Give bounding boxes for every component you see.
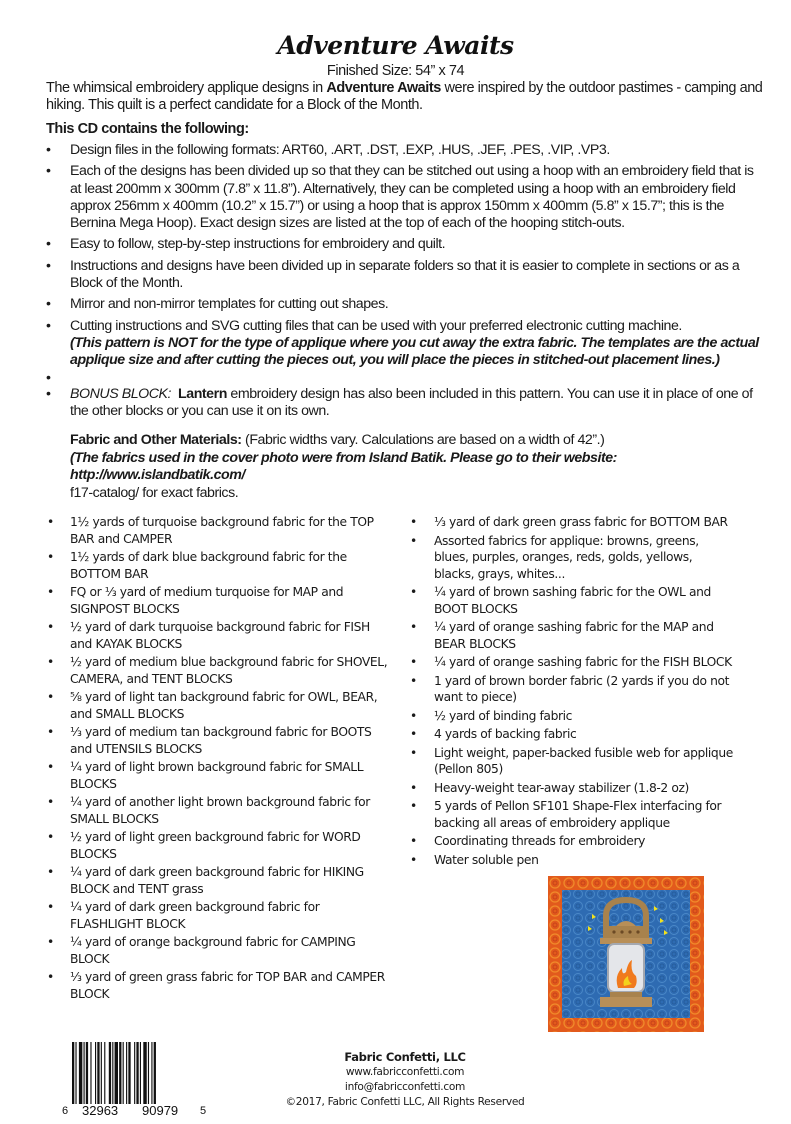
list-item [0, 318, 760, 370]
material-text: ¼ yard of light brown background fabric for SMALL BLOCKS [70, 760, 364, 791]
bullet-icon: • [47, 725, 54, 740]
material-item [395, 780, 734, 797]
bullet-icon: • [410, 727, 417, 742]
bonus-label: BONUS BLOCK: [70, 385, 172, 402]
material-item [0, 794, 388, 827]
material-text: Water soluble pen [434, 852, 539, 867]
barcode [62, 1042, 222, 1120]
bullet-icon: • [47, 830, 54, 845]
material-text: ¼ yard of dark green background fabric for FLASHLIGHT BLOCK [70, 900, 320, 931]
material-item [0, 549, 388, 582]
bullet-icon: • [46, 385, 51, 402]
material-text: ⅓ yard of dark green grass fabric for BOTTOM BAR [434, 515, 728, 530]
material-item [0, 654, 388, 687]
bullet-icon: • [47, 865, 54, 880]
material-text: ⅓ yard of medium tan background fabric for BOOTS and UTENSILS BLOCKS [70, 725, 372, 756]
list-item-empty [0, 370, 760, 384]
copyright: ©2017, Fabric Confetti LLC, All Rights Reserved [285, 1096, 525, 1109]
materials-italic-note: (The fabrics used in the cover photo were from Island Batik. Please go to their website: http://www.islandbatik.com/ [70, 449, 617, 484]
material-text: Heavy-weight tear-away stabilizer (1.8-2 oz) [434, 780, 689, 795]
bullet-icon: • [410, 745, 417, 760]
material-item [395, 584, 734, 617]
bullet-icon: • [47, 550, 54, 565]
barcode-bar [115, 1042, 118, 1104]
bullet-icon: • [410, 655, 417, 670]
barcode-bar [90, 1042, 91, 1104]
barcode-right-digits: 90979 [142, 1103, 179, 1119]
bullet-icon: • [47, 935, 54, 950]
cd-heading: This CD contains the following: [46, 121, 249, 137]
barcode-bar [148, 1042, 149, 1104]
barcode-bar [84, 1042, 85, 1104]
material-text: 1 yard of brown border fabric (2 yards if you do not want to piece) [434, 673, 730, 705]
bullet-icon: • [46, 142, 51, 158]
material-item [395, 798, 734, 831]
page-title: Adventure Awaits [277, 31, 514, 60]
material-item [0, 514, 388, 547]
material-item [0, 584, 388, 617]
bullet-icon: • [46, 163, 51, 180]
intro-paragraph [46, 80, 766, 114]
cd-contents-list [0, 142, 791, 420]
list-item-bonus [0, 386, 760, 421]
material-text: ½ yard of binding fabric [434, 708, 573, 723]
barcode-lead-digit: 6 [62, 1105, 69, 1118]
barcode-bar [123, 1042, 124, 1104]
company-website[interactable]: www.fabricconfetti.com [345, 1066, 465, 1079]
company-info [230, 1050, 580, 1110]
material-item [395, 708, 734, 725]
bullet-icon: • [47, 620, 54, 635]
barcode-bar [151, 1042, 152, 1104]
material-item [0, 864, 388, 897]
material-text: 1½ yards of dark blue background fabric for the BOTTOM BAR [70, 550, 347, 581]
bullet-icon: • [47, 760, 54, 775]
bonus-block-name: Lantern [178, 385, 227, 402]
material-item [395, 619, 734, 652]
material-item [395, 852, 734, 869]
bullet-icon: • [47, 795, 54, 810]
material-text: ¼ yard of another light brown background fabric for SMALL BLOCKS [70, 795, 370, 826]
materials-right-column [395, 514, 791, 1032]
list-item [0, 296, 760, 313]
lantern-quilt-image [548, 876, 704, 1032]
barcode-bar [128, 1042, 130, 1104]
finished-size: Finished Size: 54” x 74 [326, 63, 465, 79]
barcode-bar [140, 1042, 141, 1104]
list-item [0, 236, 760, 253]
material-item [0, 724, 388, 757]
bullet-icon: • [46, 317, 51, 334]
item-note: (This pattern is NOT for the type of applique where you cut away the extra fabric. The templates are the actual applique size and after cutting the pieces out, you will place the pieces in stitched-out placement lines.) [70, 334, 759, 369]
list-item [0, 258, 760, 293]
bullet-icon: • [46, 236, 51, 253]
intro-text: The whimsical embroidery applique designs in [46, 80, 327, 96]
barcode-bar [79, 1042, 82, 1104]
material-item [0, 619, 388, 652]
material-item [395, 514, 734, 531]
barcode-bar [119, 1042, 121, 1104]
materials-note: (Fabric widths vary. Calculations are based on a width of 42”.) [241, 432, 605, 449]
barcode-bar [154, 1042, 156, 1104]
material-item [0, 689, 388, 722]
materials-link-tail: f17-catalog/ for exact fabrics. [70, 484, 239, 501]
materials-intro [70, 432, 770, 502]
barcode-bar [143, 1042, 146, 1104]
material-text: ¼ yard of dark green background fabric for HIKING BLOCK and TENT grass [70, 865, 364, 896]
intro-bold-title: Adventure Awaits [326, 80, 441, 96]
bullet-icon: • [410, 852, 417, 867]
material-text: 1½ yards of turquoise background fabric for the TOP BAR and CAMPER [70, 515, 374, 546]
material-item [395, 833, 734, 850]
material-text: ¼ yard of orange background fabric for CAMPING BLOCK [70, 935, 356, 966]
material-text: ¼ yard of orange sashing fabric for the FISH BLOCK [434, 655, 732, 670]
barcode-bar [86, 1042, 88, 1104]
material-item [0, 934, 388, 967]
material-text: 5 yards of Pellon SF101 Shape-Flex interfacing for backing all areas of embroidery applique [434, 799, 722, 830]
bullet-icon: • [410, 799, 417, 814]
bullet-icon: • [410, 834, 417, 849]
list-item [0, 142, 760, 159]
materials-list-right [395, 514, 791, 868]
item-text: Mirror and non-mirror templates for cutting out shapes. [70, 296, 389, 313]
bullet-icon: • [47, 655, 54, 670]
barcode-bar [104, 1042, 105, 1104]
barcode-bar [101, 1042, 102, 1104]
material-item [395, 673, 734, 706]
material-text: ½ yard of dark turquoise background fabric for FISH and KAYAK BLOCKS [70, 620, 370, 651]
item-text: Instructions and designs have been divided up in separate folders so that it is easier to complete in sections or as a Block of the Month. [70, 257, 740, 292]
materials-list-left [0, 514, 395, 1004]
barcode-bar [97, 1042, 99, 1104]
barcode-bar [72, 1042, 74, 1104]
material-text: Light weight, paper-backed fusible web for applique (Pellon 805) [434, 745, 733, 777]
bullet-icon: • [47, 515, 54, 530]
materials-heading: Fabric and Other Materials: [70, 432, 242, 449]
item-text: embroidery design has also been included in this pattern. You can use it in place of one of the other blocks or you can use it on its own. [70, 385, 753, 419]
bullet-icon: • [47, 690, 54, 705]
material-item [0, 899, 388, 932]
material-text: ⅝ yard of light tan background fabric for OWL, BEAR, and SMALL BLOCKS [70, 690, 378, 721]
bullet-icon: • [410, 585, 417, 600]
barcode-bar [75, 1042, 76, 1104]
bullet-icon: • [46, 369, 51, 386]
barcode-bars [72, 1042, 192, 1104]
material-text: Assorted fabrics for applique: browns, greens, blues, purples, oranges, reds, golds, yellows, blacks, grays, whites... [434, 533, 699, 581]
bullet-icon: • [46, 296, 51, 313]
barcode-bar [109, 1042, 111, 1104]
bullet-icon: • [410, 533, 417, 548]
material-text: ¼ yard of orange sashing fabric for the MAP and BEAR BLOCKS [434, 620, 714, 651]
bullet-icon: • [47, 900, 54, 915]
material-item [395, 654, 734, 671]
barcode-bar [126, 1042, 127, 1104]
material-text: ⅓ yard of green grass fabric for TOP BAR and CAMPER BLOCK [70, 970, 385, 1001]
material-text: 4 yards of backing fabric [434, 727, 577, 742]
barcode-bar [95, 1042, 96, 1104]
material-text: ½ yard of light green background fabric for WORD BLOCKS [70, 830, 361, 861]
material-text: FQ or ⅓ yard of medium turquoise for MAP and SIGNPOST BLOCKS [70, 585, 344, 616]
barcode-bar [112, 1042, 113, 1104]
item-text: Design files in the following formats: ART60, .ART, .DST, .EXP, .HUS, .JEF, .PES, .VIP, .VP3. [70, 142, 610, 158]
bullet-icon: • [47, 585, 54, 600]
lantern-base [600, 997, 652, 1007]
bullet-icon: • [410, 673, 417, 688]
bullet-icon: • [47, 970, 54, 985]
item-text: Cutting instructions and SVG cutting files that can be used with your preferred electronic cutting machine. [70, 317, 682, 334]
material-item [0, 829, 388, 862]
barcode-check-digit: 5 [200, 1105, 207, 1118]
intro-text-after: were inspired by the outdoor pastimes - camping and hiking. This quilt is a perfect candidate for a Block of the Month. [46, 80, 763, 113]
material-item [0, 969, 388, 1002]
footer [0, 1042, 791, 1124]
bullet-icon: • [410, 515, 417, 530]
bullet-icon: • [46, 257, 51, 274]
item-text: Each of the designs has been divided up so that they can be stitched out using a hoop with an embroidery field that is at least 200mm x 300mm (7.8” x 11.8”). Alternatively, they can be completed using a hoop with an embroidery field approx 256mm x 400mm (10.2” x 15.7”) or using a hoop that is approx 150mm x 400mm (5.8” x 15.7”; this is the Bernina Mega Hoop). Exact design sizes are listed at the top of each of the hooping stitch-outs. [70, 163, 754, 232]
materials-columns [0, 514, 791, 1032]
material-item [0, 759, 388, 792]
company-email[interactable]: info@fabricconfetti.com [344, 1081, 466, 1094]
barcode-left-digits: 32963 [82, 1103, 119, 1119]
barcode-bar [136, 1042, 138, 1104]
company-name: Fabric Confetti, LLC [344, 1050, 466, 1065]
item-text: Easy to follow, step-by-step instructions for embroidery and quilt. [70, 236, 446, 253]
material-text: Coordinating threads for embroidery [434, 834, 645, 849]
material-item [395, 726, 734, 743]
list-item [0, 163, 760, 232]
material-text: ¼ yard of brown sashing fabric for the OWL and BOOT BLOCKS [434, 585, 711, 616]
bullet-icon: • [410, 620, 417, 635]
bullet-icon: • [410, 780, 417, 795]
material-item [395, 745, 734, 778]
barcode-bar [134, 1042, 135, 1104]
material-text: ½ yard of medium blue background fabric for SHOVEL, CAMERA, and TENT BLOCKS [70, 655, 388, 686]
material-item [395, 533, 734, 583]
lantern-base-neck [610, 992, 642, 997]
bullet-icon: • [410, 708, 417, 723]
